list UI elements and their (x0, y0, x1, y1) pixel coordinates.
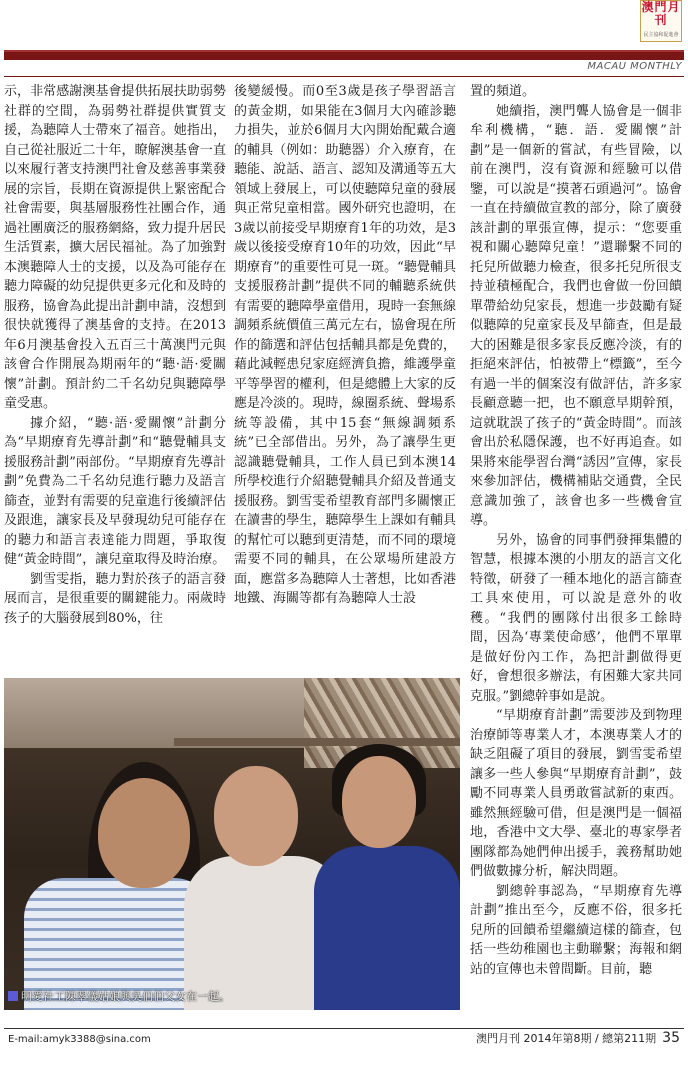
logo-subtitle: 民主協和促進會 (643, 32, 679, 38)
paragraph: 後變緩慢。而0至3歲是孩子學習語言的黃金期，如果能在3個月大內確診聽力損失，並於6個月大內開始配戴合適的輔具（例如：助聽器）介入療育，在聽能、說話、語言、認知及溝通等五大領域上發展上，可以使聽障兒童的發展與正常兒童相當。國外研究也證明，在3歲以前接受早期療育1年的功效，是3歲以後接受療育10年的功效，因此“早期療育”的重要性可見一斑。“聽覺輔具支援服務計劃”提供不同的輔聽系統供有需要的聽障學童借用，現時一套無線調頻系統價值三萬元左右，協會現在所作的篩選和評估包括輔具都是免費的，藉此減輕患兒家庭經濟負擔，維護學童平等學習的權利，但是總體上大家的反應是冷淡的。現時，線圈系統、聲場系統等設備，其中15套“無線調頻系統”已全部借出。另外，為了讓學生更認識聽覺輔具，工作人員已到本澳14所學校進行介紹聽覺輔具介紹及普通支援服務。劉雪雯希望教育部門多關懷正在讀書的學生，聽障學生上課如有輔具的幫忙可以聽到更清楚，而不同的環境需要不同的輔具，在公眾場所建設方面，應當多為聽障人士著想，比如香港地鐵、海關等都有為聽障人士設 (234, 84, 456, 606)
caption-text: 明愛社工陳翠儀姑娘與吳伯伯父女在一起。 (21, 990, 230, 1003)
section-label: MACAU MONTHLY (587, 61, 682, 72)
person-left-face (98, 778, 190, 888)
article-photo (4, 678, 460, 1010)
paragraph: 置的頻道。 (470, 84, 536, 99)
paragraph: 她續指，澳門聾人協會是一個非牟利機構，“聽．語．愛關懷”計劃”是一個新的嘗試，有些冒險，以前在澳門，沒有資源和經驗可以借鑒，可以說是“摸著石頭過河”。協會一直在持續做宣教的部分，除了廣發該計劃的單張宣傳，提示：“您要重視和關心聽障兒童！”還聯繫不同的托兒所做聽力檢查，很多托兒所很支持並積極配合，我們也會做一份回饋單帶給幼兒家長，想進一步鼓勵有疑似聽障的兒童家長及早篩查，但是最大的困難是很多家長反應冷淡，有的拒絕來評估，怕被帶上“標籤”，至今有過一半的個案沒有做評估，許多家長顧意聽一把，也不願意早期幹預，這就耽誤了孩子的“黃金時間”。而該會出於私隱保護，也不好再追查。如果將來能學習台灣“誘因”宣傳，家長來參加評估，機構補貼交通費，全民意識加強了，該會也多一些機會宣導。 (470, 103, 682, 528)
header-bar (4, 50, 684, 60)
logo-title: 澳門月刊 (641, 0, 681, 27)
header-divider (4, 76, 684, 77)
caption-square-icon (8, 991, 18, 1001)
photo-shelf-edge (174, 738, 460, 746)
paragraph: 據介紹，“聽·語·愛關懷”計劃分為“早期療育先導計劃”和“聽覺輔具支援服務計劃”兩部份。“早期療育先導計劃”免費為二千名幼兒進行聽力及語言篩查，並對有需要的兒童進行後續評估及跟進，讓家長及早發現幼兒可能存在的聽力和語言表達能力問題，爭取復健“黃金時間”，讓兒童取得及時治療。 (4, 415, 226, 567)
article-column-3 (470, 82, 682, 1002)
article-column-1 (4, 82, 226, 680)
page-number: 35 (662, 1030, 680, 1046)
article-column-2 (234, 82, 456, 680)
person-right-face (342, 756, 416, 848)
footer-divider (4, 1028, 684, 1029)
footer-issue: 澳門月刊 2014年第8期 / 總第211期 (475, 1032, 657, 1045)
person-middle-face (214, 766, 298, 866)
paragraph: 示，非常感謝澳基會提供拓展扶助弱勢社群的空間，為弱勢社群提供實質支援，為聽障人士帶來了福音。她指出，自己從社服近二十年，瞭解澳基會一直以來履行著支持澳門社會及慈善事業發展的宗旨，長期在資源提供上緊密配合社會需要，與基層服務性社團合作，通過社團廣泛的服務網絡，致力提升居民生活質素，擴大居民福祉。為了加強對本澳聽障人士的支援，以及為可能存在聽力障礙的幼兒提供更多元化和及時的服務，協會為此提出計劃申請，沒想到很快就獲得了澳基會的支持。在2013年6月澳基會投入五百三十萬澳門元與該會合作開展為期兩年的“聽·語·愛關懷”計劃。預計約二千名幼兒與聽障學童受惠。 (4, 84, 226, 411)
magazine-logo (640, 0, 682, 42)
footer-email: E-mail:amyk3388@sina.com (8, 1034, 151, 1045)
photo-caption (8, 988, 230, 1006)
paragraph: 另外，協會的同事們發揮集體的智慧，根據本澳的小朋友的語言文化特徵，研發了一種本地化的語言篩查工具來使用，可以說是意外的收穫。“我們的團隊付出很多工餘時間，因為‘專業使命感’，他們不單單是做好份內工作，為把計劃做得更好，會想很多辦法，有困難大家共同克服。”劉總幹事如是說。 (470, 532, 682, 704)
footer-issue-info (476, 1030, 680, 1046)
paragraph: 劉雪雯指，聽力對於孩子的語言發展而言，是很重要的關鍵能力。兩歲時孩子的大腦發展到80%，往 (4, 571, 226, 626)
paragraph: “早期療育計劃”需要涉及到物理治療師等專業人才，本澳專業人才的缺乏阻礙了項目的發展，劉雪雯希望讓多一些人參與“早期療育計劃”，鼓勵不同專業人員勇敢嘗試新的東西。雖然無經驗可借，但是澳門是一個福地，香港中文大學、臺北的專家學者團隊都為她們伸出援手，義務幫助她們做數據分析，解決問題。 (470, 708, 682, 879)
paragraph: 劉總幹事認為，“早期療育先導計劃”推出至今，反應不俗，很多托兒所的回饋希望繼續這樣的篩查，包括一些幼稚園也主動聯繫；海報和網站的宣傳也未曾間斷。目前，聽 (470, 883, 682, 977)
person-right-body (314, 846, 460, 1010)
